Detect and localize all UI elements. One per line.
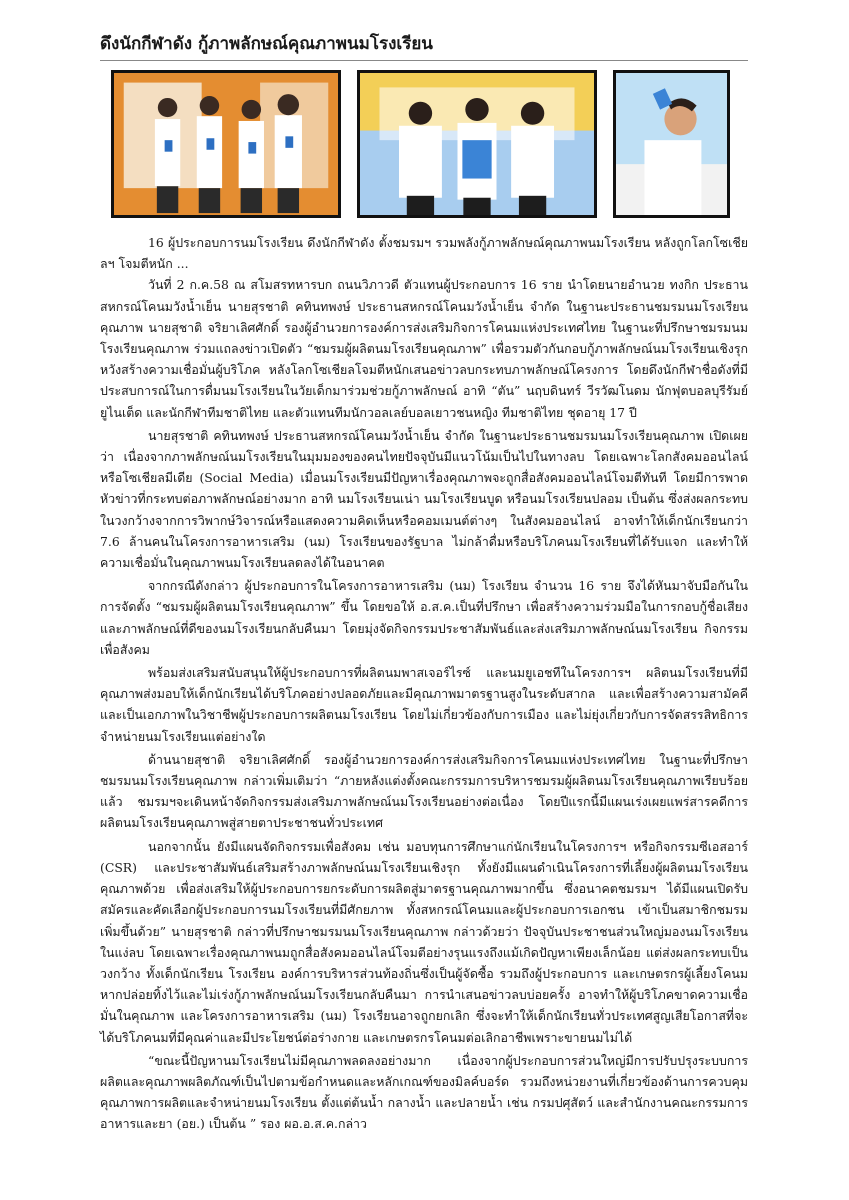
article-paragraph: วันที่ 2 ก.ค.58 ณ สโมสรทหารบก ถนนวิภาวดี ตัวแทนผู้ประกอบการ 16 ราย นำโดยนายอำนวย ทงกิก ประธานสหกรณ์โคนมวังน้ำเย็น นายสุรชาติ คทินทพงษ์ ประธานสหกรณ์โคนมวังน้ำเย็น จำกัด ในฐานะประธานชมรมนมโรงเรียนคุณภาพ นายสุชาติ จริยาเลิศศักดิ์ รองผู้อำนวยการองค์การส่งเสริมกิจการโคนมแห่งประเทศไทย ในฐานะที่ปรึกษาชมรมนมโรงเรียนคุณภาพ ร่วมแถลงข่าวเปิดตัว “ชมรมผู้ผลิตนมโรงเรียนคุณภาพ” เพื่อรวมตัวกันกอบกู้ภาพลักษณ์นมโรงเรียนเชิงรุก หวังสร้างความเชื่อมั่นผู้บริโภค หลังโลกโซเชียลโจมตีหนักเสนอข่าวลบกระทบภาพลักษณ์โครงการ โดยดึงนักกีฬาชื่อดังที่มีประสบการณ์ในการดื่มนมโรงเรียนในวัยเด็กมาร่วมช่วยกู้ภาพลักษณ์ อาทิ “ตัน” นฤบดินทร์ วีรวัฒโนดม นักฟุตบอลบุรีรัมย์ ยูไนเต็ด และนักกีฬาทีมชาติไทย และตัวแทนทีมนักวอลเลย์บอลเยาวชนหญิง ทีมชาติไทย ชุดอายุ 17 ปี — [100, 277, 748, 420]
article-body — [100, 232, 748, 1137]
press-photo-group-four — [111, 70, 341, 218]
article-headline: ดึงนักกีฬาดัง กู้ภาพลักษณ์คุณภาพนมโรงเรียน — [100, 34, 433, 54]
press-photo-group-three — [357, 70, 597, 218]
article-paragraph: ด้านนายสุชาติ จริยาเลิศศักดิ์ รองผู้อำนวยการองค์การส่งเสริมกิจการโคนมแห่งประเทศไทย ในฐานะที่ปรึกษาชมรมนมโรงเรียนคุณภาพ กล่าวเพิ่มเติมว่า “ภายหลังแต่งตั้งคณะกรรมการบริหารชมรมผู้ผลิตนมโรงเรียนคุณภาพเรียบร้อยแล้ว ชมรมฯจะเดินหน้าจัดกิจกรรมส่งเสริมภาพลักษณ์นมโรงเรียนอย่างต่อเนื่อง โดยปีแรกนี้มีแผนเร่งเผยแพร่สารคดีการผลิตนมโรงเรียนคุณภาพสู่สายตาประชาชนทั่วประเทศ — [100, 751, 748, 831]
article-paragraph: นายสุรชาติ คทินทพงษ์ ประธานสหกรณ์โคนมวังน้ำเย็น จำกัด ในฐานะประธานชมรมนมโรงเรียนคุณภาพ เปิดเผยว่า เนื่องจากภาพลักษณ์นมโรงเรียนในมุมมองของคนไทยปัจจุบันมีแนวโน้มเป็นไปในทางลบ โดยเฉพาะโลกสังคมออนไลน์หรือโซเชียลมีเดีย (Social Media) เมื่อนมโรงเรียนมีปัญหาเรื่องคุณภาพจะถูกสื่อสังคมออนไลน์โจมตีทันที โดยมีการพาดหัวข่าวที่กระทบต่อภาพลักษณ์อย่างมาก อาทิ นมโรงเรียนเน่า นมโรงเรียนบูด หรือนมโรงเรียนปลอม เป็นต้น ซึ่งส่งผลกระทบในวงกว้างจากการวิพากษ์วิจารณ์หรือแสดงความคิดเห็นหรือคอมเมนต์ต่างๆ ในสังคมออนไลน์ อาจทำให้เด็กนักเรียนกว่า 7.6 ล้านคนในโครงการอาหารเสริม (นม) โรงเรียนของรัฐบาล ไม่กล้าดื่มหรือบริโภคนมโรงเรียนที่ได้รับแจก และทำให้ความเชื่อมั่นในคุณภาพนมโรงเรียนลดลงได้ในอนาคต — [100, 427, 748, 571]
article-paragraph: นอกจากนั้น ยังมีแผนจัดกิจกรรมเพื่อสังคม เช่น มอบทุนการศึกษาแก่นักเรียนในโครงการฯ หรือกิจกรรมซีเอสอาร์ (CSR) และประชาสัมพันธ์เสริมสร้างภาพลักษณ์นมโรงเรียนเชิงรุก ทั้งยังมีแผนดำเนินโครงการที่เลี้ยงผู้ผลิตนมโรงเรียนคุณภาพด้วย เพื่อส่งเสริมให้ผู้ประกอบการยกระดับการผลิตสู่มาตรฐานคุณภาพมากขึ้น ซึ่งอนาคตชมรมฯ ได้มีแผนเปิดรับสมัครและคัดเลือกผู้ประกอบการนมโรงเรียนที่มีศักยภาพ ทั้งสหกรณ์โคนมและผู้ประกอบการเอกชน เข้าเป็นสมาชิกชมรมเพิ่มขึ้นด้วย” นายสุรชาติ กล่าวที่ปรึกษาชมรมนมโรงเรียนคุณภาพ กล่าวด้วยว่า ปัจจุบันประชาชนส่วนใหญ่มองนมโรงเรียนในแง่ลบ โดยเฉพาะเรื่องคุณภาพนมถูกสื่อสังคมออนไลน์โจมตีอย่างรุนแรงถึงแม้เกิดปัญหาเพียงเล็กน้อย แต่ส่งผลกระทบเป็นวงกว้าง ทั้งเด็กนักเรียน โรงเรียน องค์การบริหารส่วนท้องถิ่นซึ่งเป็นผู้จัดซื้อ รวมถึงผู้ประกอบการ และเกษตรกรผู้เลี้ยงโคนม หากปล่อยทิ้งไว้และไม่เร่งกู้ภาพลักษณ์นมโรงเรียนกลับคืนมา การนำเสนอข่าวลบบ่อยครั้ง อาจทำให้ผู้บริโภคขาดความเชื่อมั่นในคุณภาพ และโครงการอาหารเสริม (นม) โรงเรียนอาจถูกยกเลิก ซึ่งจะทำให้เด็กนักเรียนทั่วประเทศสูญเสียโอกาสที่จะได้บริโภคนมที่มีคุณค่าและมีประโยชน์ต่อร่างกาย และเกษตรกรโคนมต่อเลิกอาชีพเพราะขายนมไม่ได้ — [100, 838, 748, 1045]
headline-divider — [100, 60, 748, 61]
article-lead-paragraph: 16 ผู้ประกอบการนมโรงเรียน ดึงนักกีฬาดัง ตั้งชมรมฯ รวมพลังกู้ภาพลักษณ์คุณภาพนมโรงเรียน หลังถูกโลกโซเชียลฯ โจมตีหนัก ... — [100, 235, 748, 272]
article-paragraph: พร้อมส่งเสริมสนับสนุนให้ผู้ประกอบการที่ผลิตนมพาสเจอร์ไรซ์ และนมยูเอชทีในโครงการฯ ผลิตนมโรงเรียนที่มีคุณภาพส่งมอบให้เด็กนักเรียนได้บริโภคอย่างปลอดภัยและมีคุณภาพมาตรฐานสูงในระดับสากล และเพื่อสร้างความสามัคคีและเป็นเอกภาพในวิชาชีพผู้ประกอบการผลิตนมโรงเรียน โดยไม่เกี่ยวข้องกับการเมือง และไม่ยุ่งเกี่ยวกับการจัดสรรสิทธิการจำหน่ายนมโรงเรียนแต่อย่างใด — [100, 665, 748, 744]
article-quote-paragraph: “ขณะนี้ปัญหานมโรงเรียนไม่มีคุณภาพลดลงอย่างมาก เนื่องจากผู้ประกอบการส่วนใหญ่มีการปรับปรุงระบบการผลิตและคุณภาพผลิตภัณฑ์เป็นไปตามข้อกำหนดและหลักเกณฑ์ของมิลค์บอร์ด รวมถึงหน่วยงานที่เกี่ยวข้องด้านการควบคุมคุณภาพการผลิตและจำหน่ายนมโรงเรียน ตั้งแต่ต้นน้ำ กลางน้ำ และปลายน้ำ เช่น กรมปศุสัตว์ และสำนักงานคณะกรรมการอาหารและยา (อย.) เป็นต้น ” รอง ผอ.อ.ส.ค.กล่าว — [100, 1052, 748, 1132]
press-photo-drinking-milk — [613, 70, 730, 218]
article-paragraph: จากกรณีดังกล่าว ผู้ประกอบการในโครงการอาหารเสริม (นม) โรงเรียน จำนวน 16 ราย จึงได้หันมาจับมือกันในการจัดตั้ง “ชมรมผู้ผลิตนมโรงเรียนคุณภาพ” ขึ้น โดยขอให้ อ.ส.ค.เป็นที่ปรึกษา เพื่อสร้างความร่วมมือในการกอบกู้ชื่อเสียงและภาพลักษณ์ที่ดีของนมโรงเรียนกลับคืนมา โดยมุ่งจัดกิจกรรมประชาสัมพันธ์และส่งเสริมภาพลักษณ์นมโรงเรียน กิจกรรมเพื่อสังคม — [100, 578, 748, 657]
